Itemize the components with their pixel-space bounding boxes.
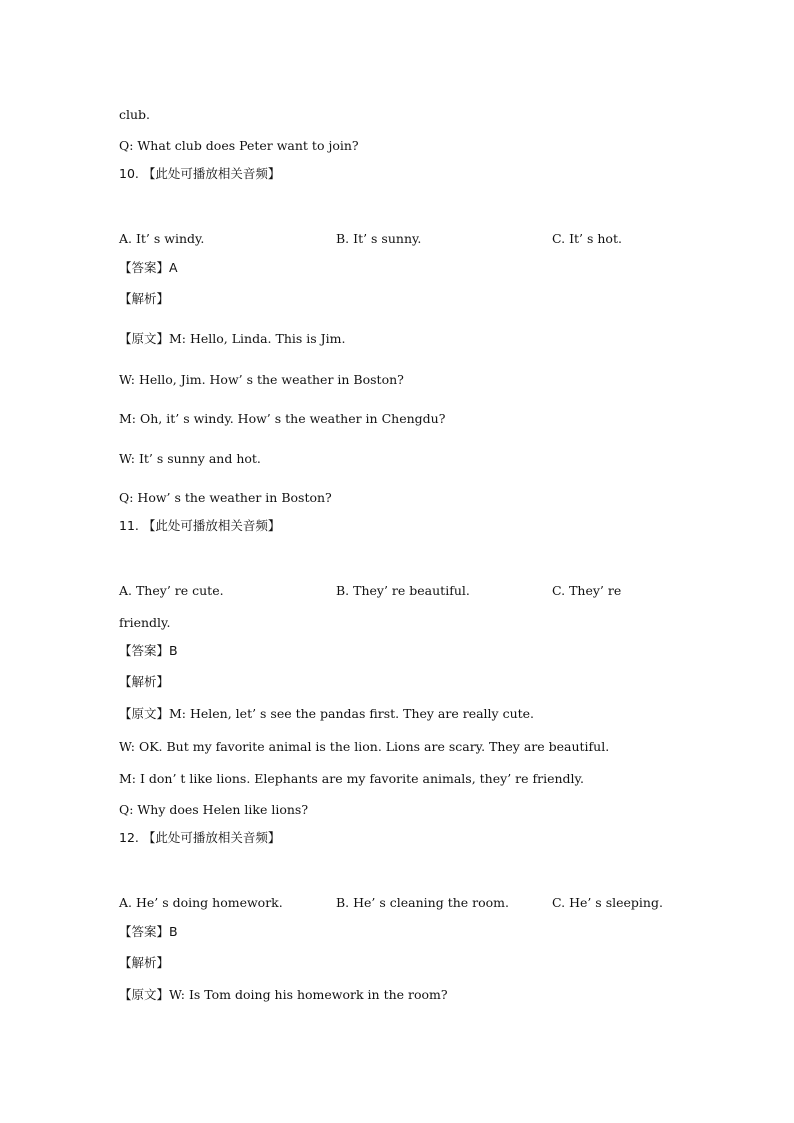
option-b: B. He’ s cleaning the room. <box>336 895 509 910</box>
analysis-heading: 【解析】 <box>119 955 170 970</box>
question-number-12: 12. 【此处可播放相关音频】 <box>119 830 281 845</box>
analysis-heading: 【解析】 <box>119 674 170 689</box>
question-number-10: 10. 【此处可播放相关音频】 <box>119 166 281 181</box>
text-line: club. <box>119 107 151 122</box>
option-c: C. He’ s sleeping. <box>552 895 663 910</box>
transcript-line: W: It’ s sunny and hot. <box>119 451 261 466</box>
transcript-line: W: OK. But my favorite animal is the lion. Lions are scary. They are beautiful. <box>119 739 610 754</box>
option-c: C. It’ s hot. <box>552 231 622 246</box>
option-a: A. It’ s windy. <box>119 231 205 246</box>
transcript-line: M: I don’ t like lions. Elephants are my favorite animals, they’ re friendly. <box>119 771 584 786</box>
question-line: Q: What club does Peter want to join? <box>119 138 359 153</box>
transcript-line: 【原文】M: Helen, let’ s see the pandas first. They are really cute. <box>119 706 535 721</box>
question-line: Q: Why does Helen like lions? <box>119 802 309 817</box>
option-a: A. They’ re cute. <box>119 583 224 598</box>
question-number-11: 11. 【此处可播放相关音频】 <box>119 518 281 533</box>
transcript-line: M: Oh, it’ s windy. How’ s the weather in Chengdu? <box>119 411 446 426</box>
option-c: C. They’ re <box>552 583 622 598</box>
option-b: B. They’ re beautiful. <box>336 583 470 598</box>
answer-line: 【答案】A <box>119 260 178 275</box>
option-continuation: friendly. <box>119 615 171 630</box>
question-line: Q: How’ s the weather in Boston? <box>119 490 332 505</box>
transcript-line: W: Hello, Jim. How’ s the weather in Boston? <box>119 372 404 387</box>
transcript-line: 【原文】W: Is Tom doing his homework in the room? <box>119 987 448 1002</box>
answer-line: 【答案】B <box>119 643 178 658</box>
option-b: B. It’ s sunny. <box>336 231 422 246</box>
answer-line: 【答案】B <box>119 924 178 939</box>
option-a: A. He’ s doing homework. <box>119 895 283 910</box>
analysis-heading: 【解析】 <box>119 291 170 306</box>
transcript-line: 【原文】M: Hello, Linda. This is Jim. <box>119 331 346 346</box>
